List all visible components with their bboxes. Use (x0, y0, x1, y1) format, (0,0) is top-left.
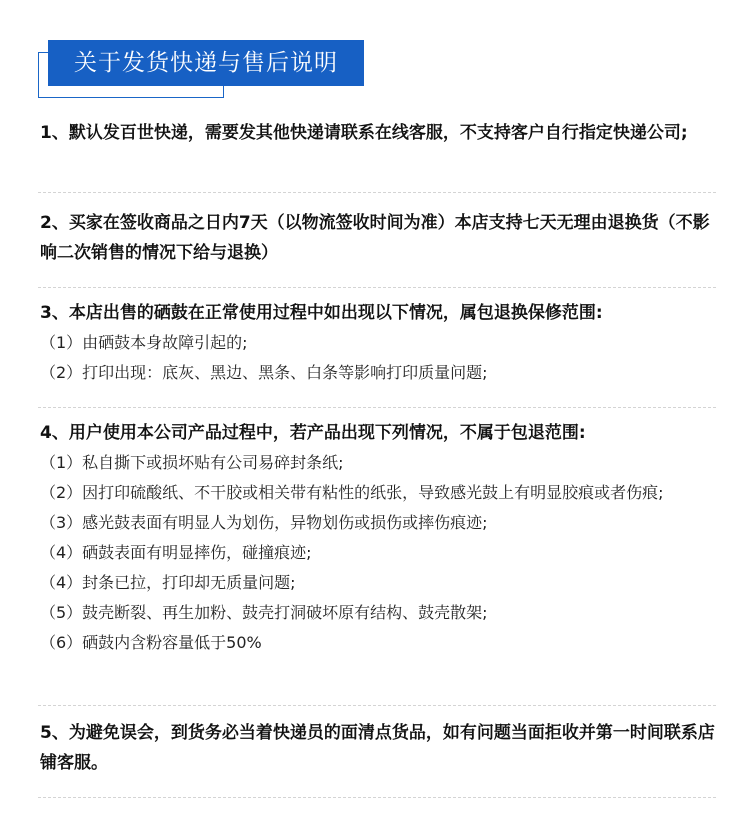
section-3 (40, 298, 716, 388)
section-4 (40, 418, 716, 658)
list-item: （4）封条已拉，打印却无质量问题; (40, 573, 296, 592)
section-heading: 3、本店出售的硒鼓在正常使用过程中如出现以下情况，属包退换保修范围: (40, 303, 603, 323)
section-heading: 2、买家在签收商品之日内7天（以物流签收时间为准）本店支持七天无理由退换货（不影响二次销售的情况下给与退换） (40, 213, 710, 263)
list-item: （2）因打印硫酸纸、不干胶或相关带有粘性的纸张，导致感光鼓上有明显胶痕或者伤痕; (40, 483, 664, 502)
list-item: （1）由硒鼓本身故障引起的; (40, 333, 248, 352)
list-item: （6）硒鼓内含粉容量低于50% (40, 633, 262, 652)
divider (38, 192, 716, 193)
list-item: （4）硒鼓表面有明显摔伤，碰撞痕迹; (40, 543, 312, 562)
list-item: （1）私自撕下或损坏贴有公司易碎封条纸; (40, 453, 344, 472)
divider (38, 287, 716, 288)
section-5 (40, 718, 716, 778)
section-heading: 5、为避免误会，到货务必当着快递员的面清点货品，如有问题当面拒收并第一时间联系店铺客服。 (40, 723, 715, 773)
list-item: （2）打印出现：底灰、黑边、黑条、白条等影响打印质量问题; (40, 363, 488, 382)
section-1 (40, 118, 716, 148)
section-heading: 4、用户使用本公司产品过程中，若产品出现下列情况，不属于包退范围: (40, 423, 586, 443)
page-title: 关于发货快递与售后说明 (48, 40, 364, 86)
divider (38, 407, 716, 408)
section-2 (40, 208, 716, 268)
list-item: （3）感光鼓表面有明显人为划伤，异物划伤或损伤或摔伤痕迹; (40, 513, 488, 532)
divider (38, 797, 716, 798)
list-item: （5）鼓壳断裂、再生加粉、鼓壳打洞破坏原有结构、鼓壳散架; (40, 603, 488, 622)
divider (38, 705, 716, 706)
section-heading: 1、默认发百世快递，需要发其他快递请联系在线客服，不支持客户自行指定快递公司; (40, 123, 688, 143)
